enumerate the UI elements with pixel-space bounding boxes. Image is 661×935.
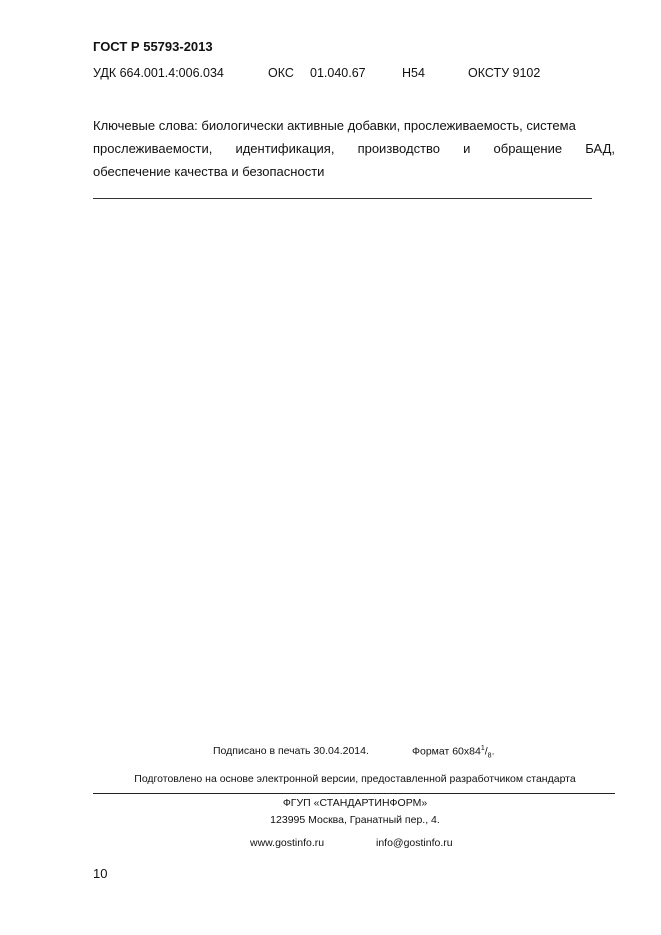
keywords-line-1: Ключевые слова: биологически активные добавки, прослеживаемость, система bbox=[93, 118, 576, 133]
document-title: ГОСТ Р 55793-2013 bbox=[93, 39, 213, 54]
format-label: Формат 60x84 bbox=[412, 745, 481, 758]
publisher-website[interactable]: www.gostinfo.ru bbox=[250, 837, 325, 849]
keyword-word: идентификация, bbox=[235, 141, 335, 156]
format-subscript: 8 bbox=[487, 752, 492, 760]
keyword-word: прослеживаемости, bbox=[93, 141, 213, 156]
page-number: 10 bbox=[93, 866, 108, 881]
print-format: Формат $60x84^1/_8$. bbox=[412, 745, 495, 760]
keyword-word: БАД, bbox=[585, 141, 615, 156]
keywords-line-2 bbox=[93, 137, 615, 160]
keywords-line-3: обеспечение качества и безопасности bbox=[93, 164, 325, 179]
publisher-name: ФГУП «СТАНДАРТИНФОРМ» bbox=[282, 797, 428, 809]
udk-code: УДК 664.001.4:006.034 bbox=[93, 66, 224, 80]
keyword-word: производство bbox=[357, 141, 441, 156]
publisher-address: 123995 Москва, Гранатный пер., 4. bbox=[270, 814, 440, 826]
format-end: . bbox=[491, 745, 495, 758]
keyword-word: обращение bbox=[493, 141, 563, 156]
prepared-note: Подготовлено на основе электронной версии, предоставленной разработчиком стандарта bbox=[134, 773, 576, 785]
keyword-word: и bbox=[463, 141, 471, 156]
format-superscript: 1 bbox=[480, 745, 485, 752]
oks-value: 01.040.67 bbox=[310, 66, 366, 80]
signed-date: Подписано в печать 30.04.2014. bbox=[213, 745, 369, 757]
divider-line bbox=[93, 198, 592, 199]
h-code: Н54 bbox=[402, 66, 425, 80]
okstu-code: ОКСТУ 9102 bbox=[468, 66, 541, 80]
keywords-paragraph bbox=[93, 114, 615, 183]
publisher-email[interactable]: info@gostinfo.ru bbox=[376, 837, 453, 849]
footer-divider-line bbox=[93, 793, 615, 794]
oks-label: ОКС bbox=[268, 66, 294, 80]
